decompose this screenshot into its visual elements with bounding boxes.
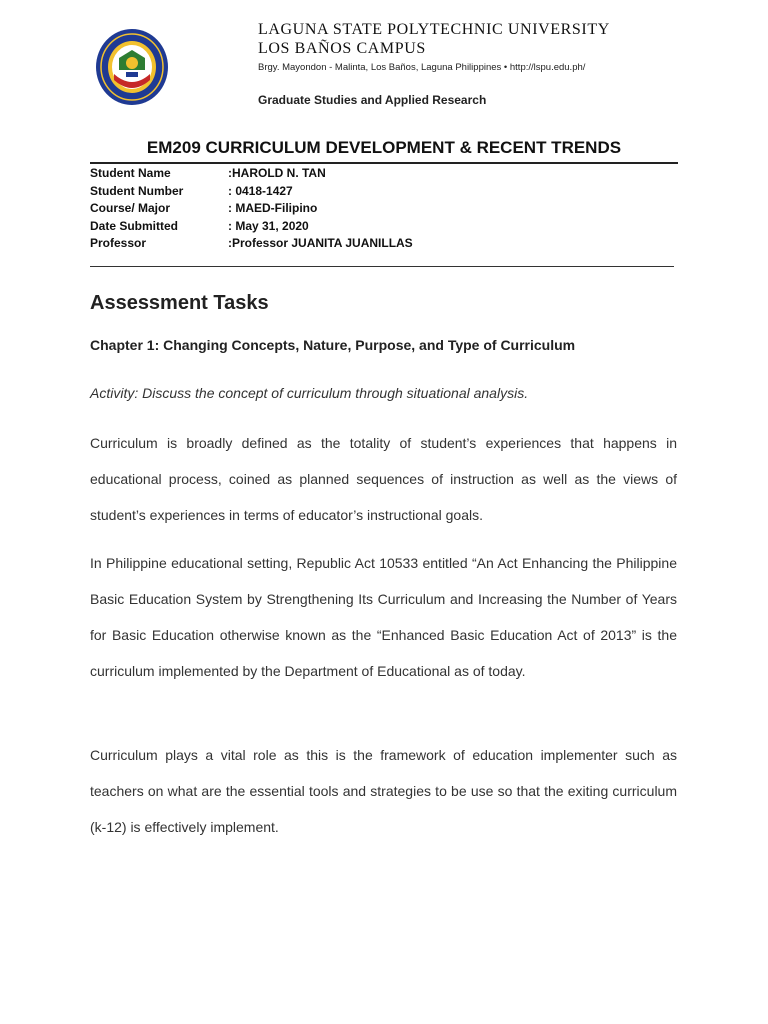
separator-line — [90, 266, 674, 267]
info-value: :HAROLD N. TAN — [228, 166, 326, 180]
info-label: Student Name — [90, 166, 171, 180]
course-title: EM209 CURRICULUM DEVELOPMENT & RECENT TRENDS — [146, 138, 622, 157]
info-value: : May 31, 2020 — [228, 218, 309, 233]
info-value: : 0418-1427 — [228, 183, 293, 198]
university-address: Brgy. Mayondon - Malinta, Los Baños, Laguna Philippines • http://lspu.edu.ph/ — [258, 62, 586, 73]
title-divider — [90, 162, 678, 164]
section-heading: Assessment Tasks — [90, 292, 269, 314]
info-value: :Professor JUANITA JUANILLAS — [228, 236, 413, 250]
activity-instruction: Activity: Discuss the concept of curriculum through situational analysis. — [90, 385, 529, 401]
body-paragraph: Curriculum plays a vital role as this is the framework of education implementer such as teachers on what are the essential tools and strategies to be use so that the exiting curriculum (k-12) is effectively implement. — [90, 747, 677, 835]
body-paragraph: In Philippine educational setting, Republic Act 10533 entitled “An Act Enhancing the Philippine Basic Education System by Strengthening Its Curriculum and Increasing the Number of Years for Basic Education otherwise known as the “Enhanced Basic Education Act of 2013” is the curriculum implemented by the Department of Educational as of today. — [90, 555, 677, 679]
body-paragraph: Curriculum is broadly defined as the totality of student’s experiences that happens in educational process, coined as planned sequences of instruction as well as the views of student’s experiences in terms of educator’s instructional goals. — [90, 435, 677, 523]
info-label: Professor — [90, 236, 147, 250]
info-label: Student Number — [90, 183, 184, 198]
campus-name: LOS BAÑOS CAMPUS — [258, 40, 426, 57]
university-name: LAGUNA STATE POLYTECHNIC UNIVERSITY — [258, 21, 610, 38]
info-value: : MAED-Filipino — [228, 201, 318, 215]
info-label: Date Submitted — [90, 218, 179, 233]
department-name: Graduate Studies and Applied Research — [258, 93, 487, 107]
info-label: Course/ Major — [90, 201, 171, 215]
university-seal-logo — [95, 28, 169, 106]
chapter-title: Chapter 1: Changing Concepts, Nature, Purpose, and Type of Curriculum — [90, 337, 576, 353]
